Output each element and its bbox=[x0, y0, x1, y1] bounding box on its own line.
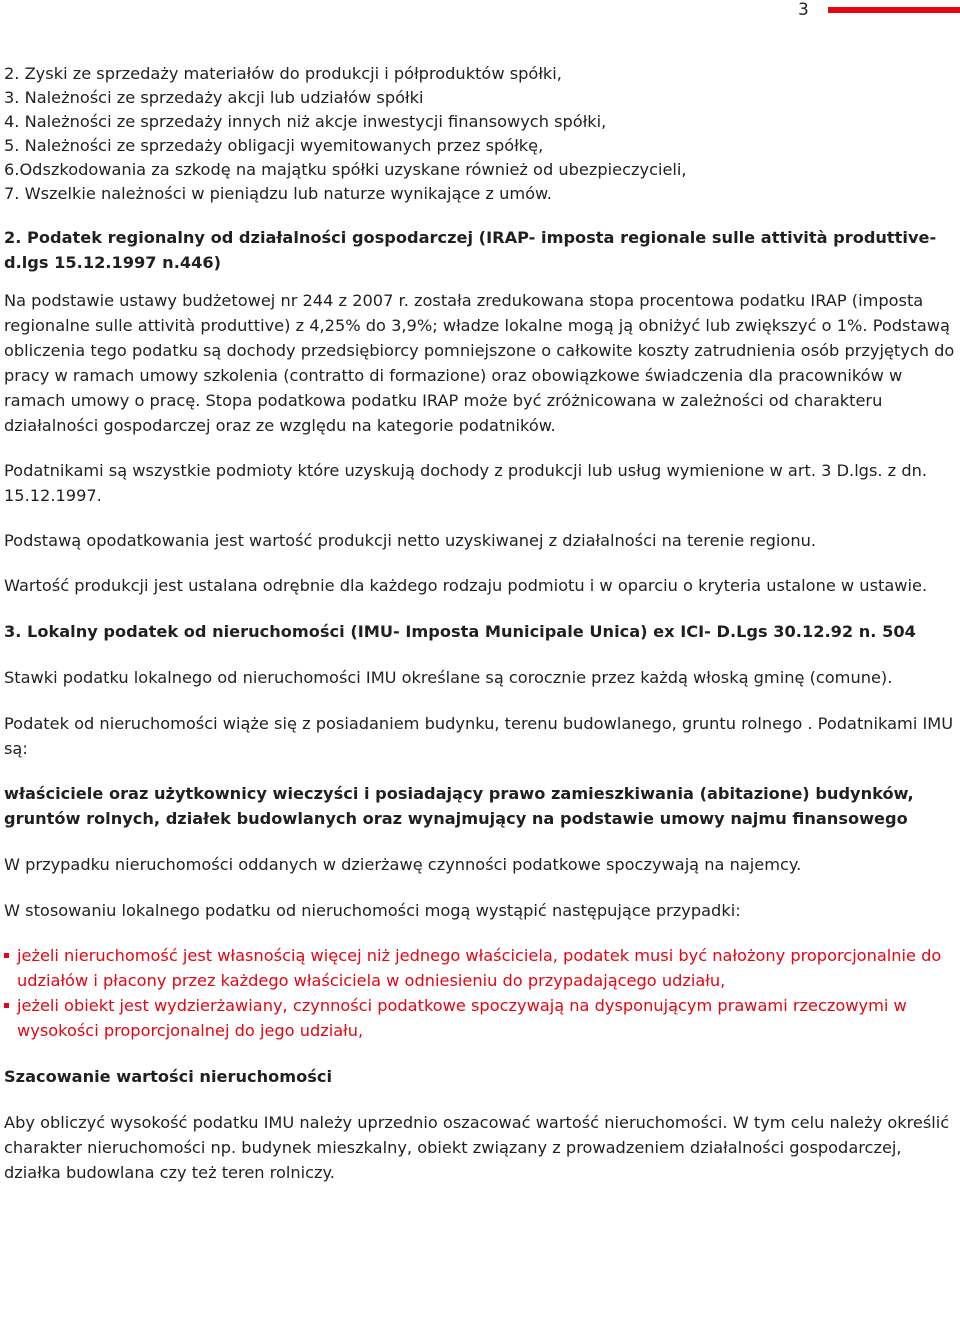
bullet-square-icon bbox=[4, 953, 9, 958]
list-item: 6.Odszkodowania za szkodę na majątku spółki uzyskane również od ubezpieczycieli, bbox=[4, 160, 687, 179]
imu-paragraph: W przypadku nieruchomości oddanych w dzierżawę czynności podatkowe spoczywają na najemcy. bbox=[4, 855, 802, 874]
irap-paragraph: Wartość produkcji jest ustalana odrębnie dla każdego rodzaju podmiotu i w oparciu o kryteria ustalone w ustawie. bbox=[4, 576, 928, 595]
bullet-text: jeżeli nieruchomość jest własnością więcej niż jednego właściciela, podatek musi być nałożony proporcjonalnie do udziałów i płacony przez każdego właściciela w odniesieniu do przypadającego udziału, bbox=[17, 946, 942, 990]
irap-heading: 2. Podatek regionalny od działalności gospodarczej (IRAP- imposta regionale sulle attività produttive- d.lgs 15.12.1997 n.446) bbox=[4, 228, 937, 272]
header-accent-bar bbox=[828, 7, 960, 13]
imu-paragraph: Stawki podatku lokalnego od nieruchomości IMU określane są corocznie przez każdą włoską gminę (comune). bbox=[4, 668, 893, 687]
imu-bullet-list bbox=[4, 943, 956, 1043]
list-item: 4. Należności ze sprzedaży innych niż akcje inwestycji finansowych spółki, bbox=[4, 112, 607, 131]
list-item bbox=[4, 993, 956, 1043]
valuation-paragraph: Aby obliczyć wysokość podatku IMU należy uprzednio oszacować wartość nieruchomości. W tym celu należy określić charakter nieruchomości np. budynek mieszkalny, obiekt związany z prowadzeniem działalności gospodarczej, działka budowlana czy też teren rolniczy. bbox=[4, 1113, 950, 1182]
irap-paragraph: Podstawą opodatkowania jest wartość produkcji netto uzyskiwanej z działalności na terenie regionu. bbox=[4, 531, 816, 550]
page-number: 3 bbox=[798, 0, 809, 20]
list-item bbox=[4, 943, 956, 993]
valuation-heading: Szacowanie wartości nieruchomości bbox=[4, 1067, 332, 1086]
list-item: 3. Należności ze sprzedaży akcji lub udziałów spółki bbox=[4, 88, 424, 107]
list-item: 7. Wszelkie należności w pieniądzu lub naturze wynikające z umów. bbox=[4, 184, 552, 203]
list-item: 5. Należności ze sprzedaży obligacji wyemitowanych przez spółkę, bbox=[4, 136, 544, 155]
imu-paragraph: W stosowaniu lokalnego podatku od nieruchomości mogą wystąpić następujące przypadki: bbox=[4, 901, 741, 920]
document-body bbox=[4, 62, 956, 1185]
irap-paragraph: Podatnikami są wszystkie podmioty które uzyskują dochody z produkcji lub usług wymienione w art. 3 D.lgs. z dn. 15.12.1997. bbox=[4, 461, 928, 505]
imu-bold-paragraph: właściciele oraz użytkownicy wieczyści i posiadający prawo zamieszkiwania (abitazione) budynków, gruntów rolnych, działek budowlanych oraz wynajmujący na podstawie umowy najmu finansowego bbox=[4, 784, 914, 828]
bullet-text: jeżeli obiekt jest wydzierżawiany, czynności podatkowe spoczywają na dysponującym prawami rzeczowymi w wysokości proporcjonalnej do jego udziału, bbox=[17, 996, 907, 1040]
bullet-square-icon bbox=[4, 1003, 9, 1008]
list-item: 2. Zyski ze sprzedaży materiałów do produkcji i półproduktów spółki, bbox=[4, 64, 562, 83]
imu-heading: 3. Lokalny podatek od nieruchomości (IMU- Imposta Municipale Unica) ex ICI- D.Lgs 30.12.92 n. 504 bbox=[4, 622, 916, 641]
irap-paragraph: Na podstawie ustawy budżetowej nr 244 z 2007 r. została zredukowana stopa procentowa podatku IRAP (imposta regionalne sulle attività produttive) z 4,25% do 3,9%; władze lokalne mogą ją obniżyć lub zwiększyć o 1%. Podstawą obliczenia tego podatku są dochody przedsiębiorcy pomniejszone o całkowite koszty zatrudnienia osób przyjętych do pracy w ramach umowy szkolenia (contratto di formazione) oraz obowiązkowe świadczenia dla pracowników w ramach umowy o pracę. Stopa podatkowa podatku IRAP może być zróżnicowana w zależności od charakteru działalności gospodarczej oraz ze względu na kategorie podatników. bbox=[4, 291, 955, 435]
imu-paragraph: Podatek od nieruchomości wiąże się z posiadaniem budynku, terenu budowlanego, gruntu rolnego . Podatnikami IMU są: bbox=[4, 714, 954, 758]
